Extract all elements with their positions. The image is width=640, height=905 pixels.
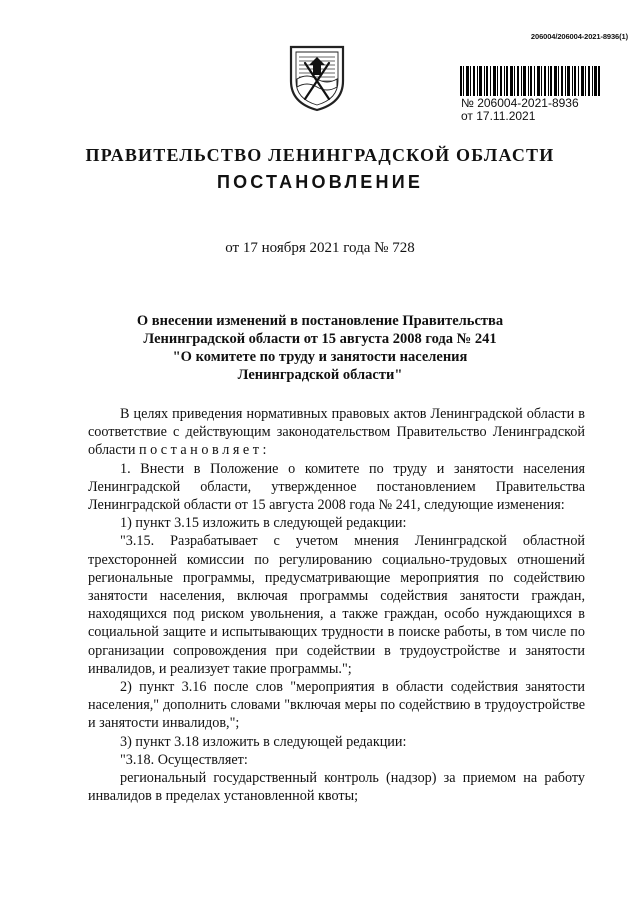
- subject-line: Ленинградской области от 15 августа 2008 года № 241: [143, 331, 497, 347]
- document-type: ПОСТАНОВЛЕНИЕ: [216, 172, 424, 192]
- subject-line: "О комитете по труду и занятости населения: [172, 349, 468, 365]
- paragraph-preamble: В целях приведения нормативных правовых актов Ленинградской области в соответствие с действующим законодательством Правительство Ленинградской области п о с т а н о в л я е т :: [88, 406, 585, 459]
- document-subject: [70, 312, 570, 384]
- paragraph-subitem-1: 1) пункт 3.15 изложить в следующей редакции:: [120, 515, 407, 532]
- government-title: ПРАВИТЕЛЬСТВО ЛЕНИНГРАДСКОЙ ОБЛАСТИ: [85, 145, 555, 165]
- paragraph-quote-3-15: "3.15. Разрабатывает с учетом мнения Ленинградской областной трехсторонней комиссии по регулированию социально-трудовых отношений региональные программы, предусматривающие мероприятия по содействию занятости населения, включая программы содействия занятости граждан, находящихся под риском увольнения, а также граждан, особо нуждающихся в социальной защите и испытывающих трудности в поиске работы, в том числе по организации сопровождения при содействии в трудоустройстве и занятости инвалидов, и реализует такие программы.";: [88, 533, 585, 677]
- document-body: [88, 405, 585, 805]
- registration-number: № 206004-2021-8936: [461, 96, 579, 110]
- paragraph-quote-3-18: "3.18. Осуществляет:: [120, 751, 248, 768]
- subject-line: О внесении изменений в постановление Правительства: [136, 313, 504, 329]
- document-code: 206004/206004-2021-8936(1): [530, 32, 628, 41]
- barcode-icon: [460, 66, 600, 96]
- document-date-number: от 17 ноября 2021 года № 728: [225, 240, 415, 256]
- paragraph-control: региональный государственный контроль (надзор) за приемом на работу инвалидов в пределах установленной квоты;: [88, 770, 585, 805]
- paragraph-subitem-2: 2) пункт 3.16 после слов "мероприятия в области содействия занятости населения," дополнить словами "включая меры по содействию в трудоустройстве и занятости инвалидов,";: [88, 679, 585, 732]
- paragraph-item-1: 1. Внести в Положение о комитете по труду и занятости населения Ленинградской области, утвержденное постановлением Правительства Ленинградской области от 15 августа 2008 года № 241, следующие изменения:: [88, 460, 585, 514]
- coat-of-arms-icon: [287, 43, 347, 113]
- subject-line: Ленинградской области": [237, 367, 403, 383]
- paragraph-subitem-3: 3) пункт 3.18 изложить в следующей редакции:: [120, 733, 407, 750]
- registration-date: от 17.11.2021: [461, 109, 536, 123]
